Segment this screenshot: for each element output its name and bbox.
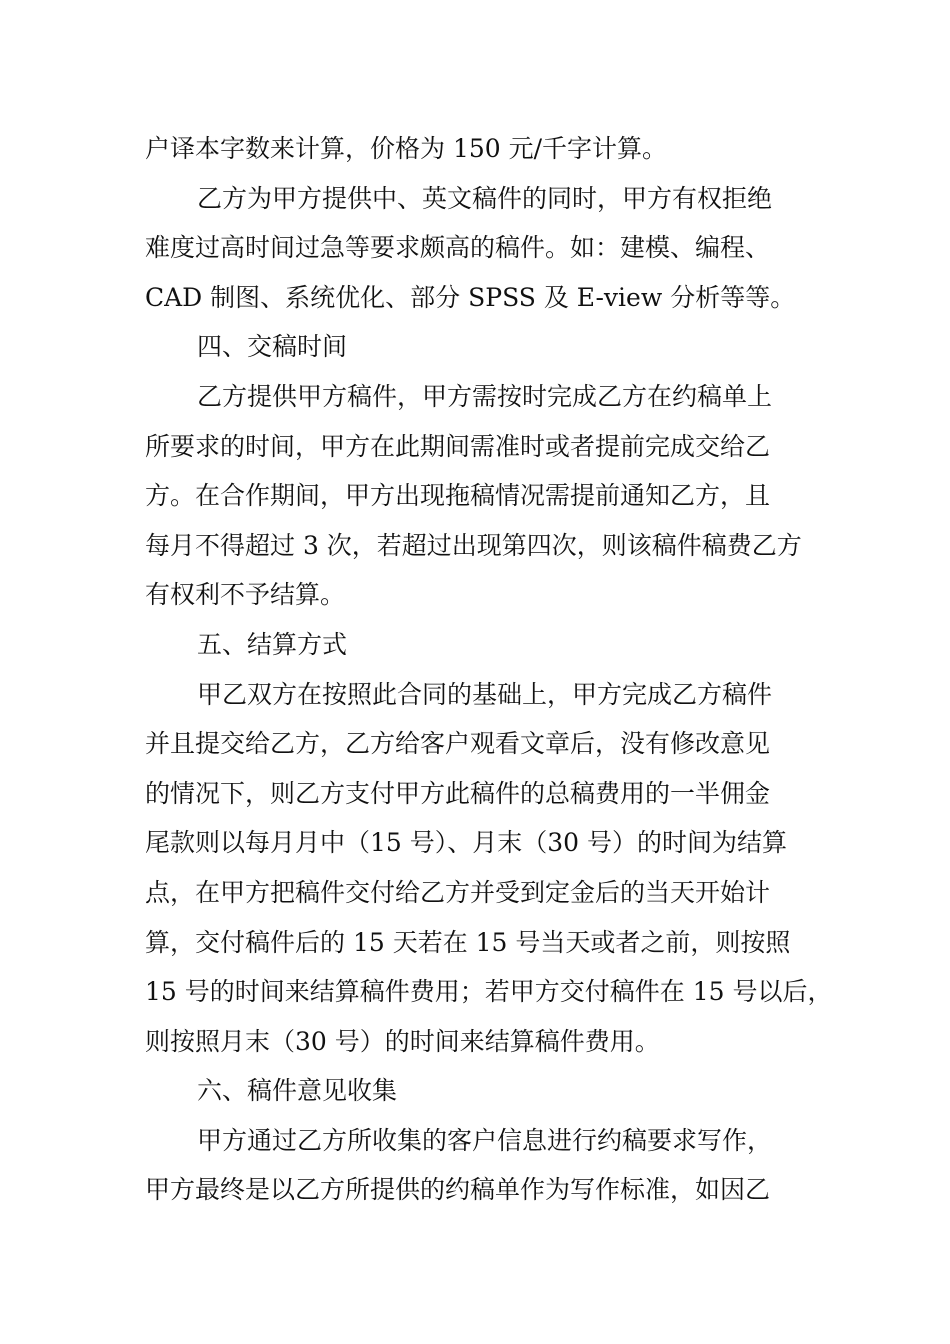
paragraph-line: 乙方提供甲方稿件，甲方需按时完成乙方在约稿单上 (197, 381, 773, 411)
document-body (145, 124, 833, 1215)
paragraph-line: 算，交付稿件后的 15 天若在 15 号当天或者之前，则按照 (145, 927, 791, 957)
section-heading: 四、交稿时间 (197, 332, 348, 362)
paragraph-line: 甲方最终是以乙方所提供的约稿单作为写作标准，如因乙 (145, 1175, 771, 1205)
paragraph-line: 尾款则以每月月中（15 号）、月末（30 号）的时间为结算 (145, 828, 788, 858)
paragraph-line: 点，在甲方把稿件交付给乙方并受到定金后的当天开始计 (145, 877, 771, 907)
paragraph-line: 方。在合作期间，甲方出现拖稿情况需提前通知乙方，且 (145, 481, 771, 511)
paragraph-line: 甲方通过乙方所收集的客户信息进行约稿要求写作， (197, 1125, 773, 1155)
paragraph-line: 的情况下，则乙方支付甲方此稿件的总稿费用的一半佣金 (145, 778, 771, 808)
section-heading: 五、结算方式 (197, 629, 348, 659)
paragraph-line: 难度过高时间过急等要求颇高的稿件。如：建模、编程、 (145, 233, 771, 263)
paragraph-line: 15 号的时间来结算稿件费用；若甲方交付稿件在 15 号以后， (145, 977, 833, 1007)
paragraph-line: 每月不得超过 3 次，若超过出现第四次，则该稿件稿费乙方 (145, 530, 802, 560)
paragraph-line: 并且提交给乙方，乙方给客户观看文章后，没有修改意见 (145, 729, 771, 759)
paragraph-line: 有权利不予结算。 (145, 580, 346, 610)
paragraph-line: 乙方为甲方提供中、英文稿件的同时，甲方有权拒绝 (197, 183, 773, 213)
paragraph-line: 所要求的时间，甲方在此期间需准时或者提前完成交给乙 (145, 431, 771, 461)
section-heading: 六、稿件意见收集 (197, 1076, 398, 1106)
paragraph-line: 甲乙双方在按照此合同的基础上，甲方完成乙方稿件 (197, 679, 773, 709)
paragraph-line: CAD 制图、系统优化、部分 SPSS 及 E-view 分析等等。 (145, 282, 796, 312)
paragraph-line: 则按照月末（30 号）的时间来结算稿件费用。 (145, 1026, 660, 1056)
paragraph-line: 户译本字数来计算，价格为 150 元/千字计算。 (145, 134, 668, 163)
